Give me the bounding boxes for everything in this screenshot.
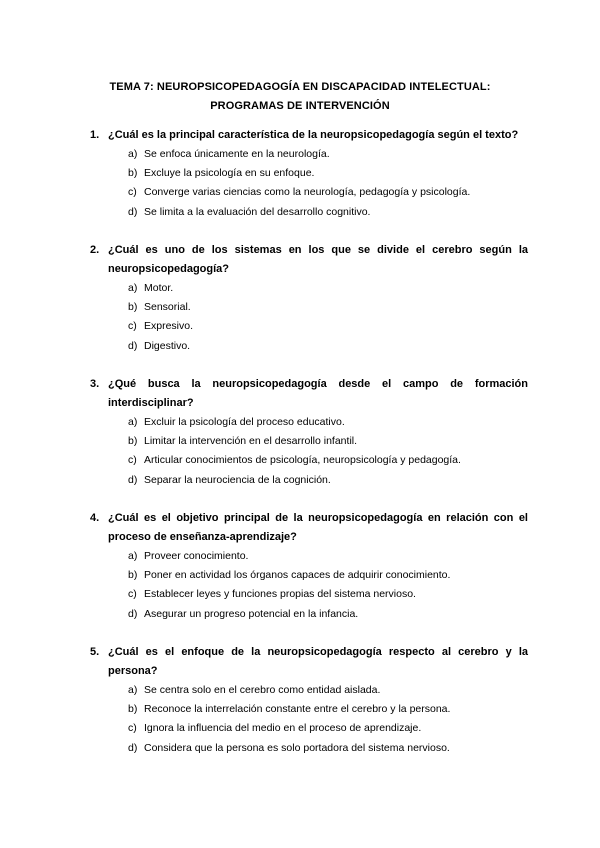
option-text: Excluir la psicología del proceso educativo. [144, 416, 345, 428]
option-letter: b) [128, 703, 138, 716]
option-a [90, 547, 528, 566]
option-letter: a) [128, 684, 138, 696]
answer-options [90, 413, 528, 490]
option-letter: c) [128, 186, 137, 199]
option-a [90, 145, 528, 164]
answer-options [90, 145, 528, 222]
option-letter: c) [128, 320, 137, 333]
option-text: Reconoce la interrelación constante entre el cerebro y la persona. [144, 703, 451, 716]
option-letter: b) [128, 167, 138, 180]
option-c [90, 183, 528, 202]
option-letter: a) [128, 282, 138, 294]
answer-options [90, 547, 528, 624]
option-b [90, 566, 528, 585]
option-letter: d) [128, 339, 138, 352]
option-text: Asegurar un progreso potencial en la infancia. [144, 607, 359, 620]
question-number: 5. [90, 646, 100, 658]
option-b [90, 432, 528, 451]
document-title [60, 78, 540, 116]
option-text: Establecer leyes y funciones propias del sistema nervioso. [144, 588, 416, 601]
option-text: Se centra solo en el cerebro como entidad aislada. [144, 684, 381, 696]
option-text: Converge varias ciencias como la neurología, pedagogía y psicología. [144, 186, 471, 199]
option-text: Considera que la persona es solo portadora del sistema nervioso. [144, 741, 450, 754]
question-number: 4. [90, 512, 100, 524]
option-letter: b) [128, 435, 138, 448]
option-letter: c) [128, 722, 137, 735]
question-5-heading [90, 643, 528, 681]
question-3 [90, 375, 528, 490]
option-d [90, 337, 528, 356]
question-number: 1. [90, 129, 100, 141]
option-text: Sensorial. [144, 301, 191, 314]
title-line-1: TEMA 7: NEUROPSICOPEDAGOGÍA EN DISCAPACIDAD INTELECTUAL: [109, 81, 491, 93]
question-number: 2. [90, 244, 100, 256]
option-letter: a) [128, 416, 138, 428]
option-text: Expresivo. [144, 320, 194, 333]
option-text: Limitar la intervención en el desarrollo infantil. [144, 435, 358, 448]
option-c [90, 317, 528, 336]
option-b [90, 298, 528, 317]
question-text: ¿Cuál es el objetivo principal de la neuropsicopedagogía en relación con el proceso de enseñanza-aprendizaje? [108, 512, 528, 543]
question-text: ¿Qué busca la neuropsicopedagogía desde el campo de formación interdisciplinar? [108, 378, 528, 409]
option-a [90, 279, 528, 298]
option-letter: d) [128, 741, 138, 754]
option-text: Motor. [144, 282, 174, 294]
option-text: Se enfoca únicamente en la neurología. [144, 148, 330, 160]
option-text: Excluye la psicología en su enfoque. [144, 167, 315, 180]
option-letter: c) [128, 588, 137, 601]
option-letter: d) [128, 205, 138, 218]
question-2 [90, 241, 528, 356]
option-text: Digestivo. [144, 339, 191, 352]
option-a [90, 681, 528, 700]
question-2-heading [90, 241, 528, 279]
option-d [90, 605, 528, 624]
option-b [90, 700, 528, 719]
option-b [90, 164, 528, 183]
option-letter: a) [128, 550, 138, 562]
option-c [90, 719, 528, 738]
question-text: ¿Cuál es la principal característica de la neuropsicopedagogía según el texto? [108, 129, 519, 141]
option-letter: a) [128, 148, 138, 160]
answer-options [90, 279, 528, 356]
option-text: Articular conocimientos de psicología, neuropsicología y pedagogía. [144, 454, 461, 467]
option-text: Se limita a la evaluación del desarrollo cognitivo. [144, 205, 371, 218]
option-text: Poner en actividad los órganos capaces de adquirir conocimiento. [144, 569, 451, 582]
option-text: Ignora la influencia del medio en el proceso de aprendizaje. [144, 722, 422, 735]
answer-options [90, 681, 528, 758]
question-5 [90, 643, 528, 758]
option-d [90, 203, 528, 222]
title-line-2: PROGRAMAS DE INTERVENCIÓN [210, 100, 390, 112]
question-4 [90, 509, 528, 624]
option-letter: d) [128, 607, 138, 620]
option-d [90, 739, 528, 758]
option-c [90, 451, 528, 470]
option-d [90, 471, 528, 490]
option-letter: d) [128, 473, 138, 486]
option-a [90, 413, 528, 432]
question-text: ¿Cuál es el enfoque de la neuropsicopedagogía respecto al cerebro y la persona? [108, 646, 528, 677]
question-text: ¿Cuál es uno de los sistemas en los que se divide el cerebro según la neuropsicopedagogía? [108, 244, 528, 275]
question-1 [90, 126, 528, 222]
question-number: 3. [90, 378, 100, 390]
option-c [90, 585, 528, 604]
option-letter: c) [128, 454, 137, 467]
option-text: Proveer conocimiento. [144, 550, 249, 562]
option-text: Separar la neurociencia de la cognición. [144, 473, 331, 486]
option-letter: b) [128, 301, 138, 314]
option-letter: b) [128, 569, 138, 582]
question-4-heading [90, 509, 528, 547]
question-3-heading [90, 375, 528, 413]
question-1-heading [90, 126, 528, 145]
